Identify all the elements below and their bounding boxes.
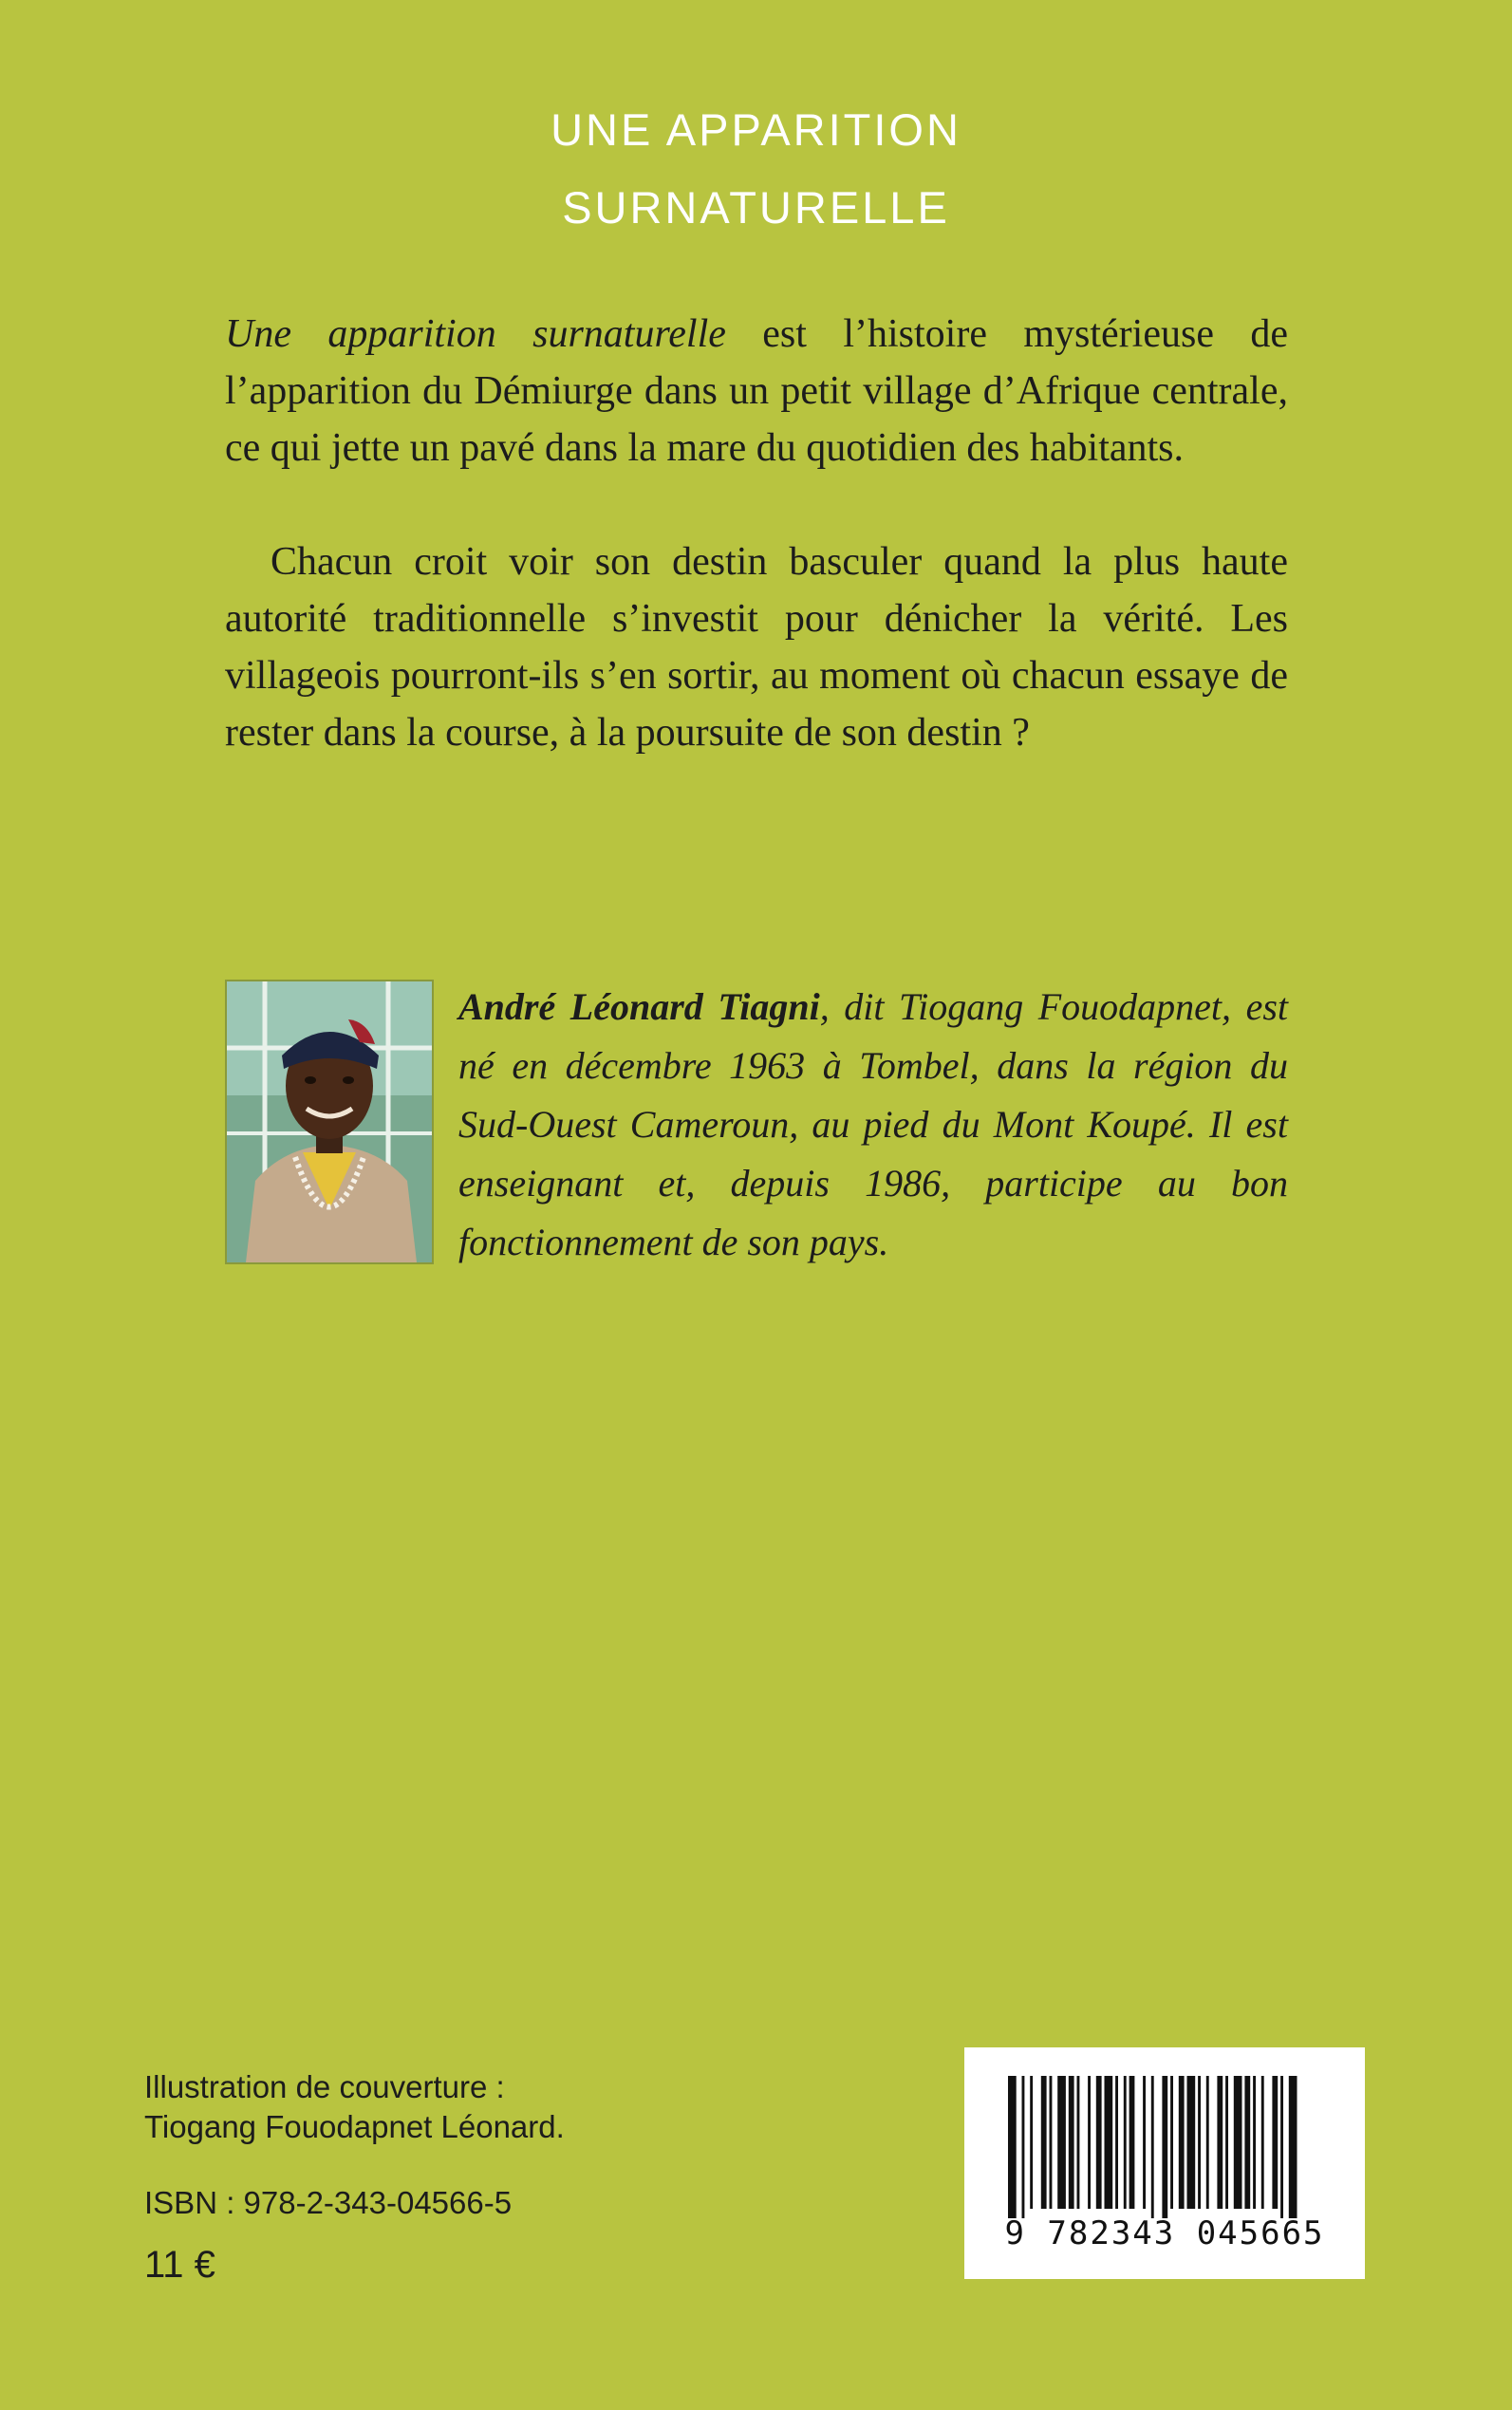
author-photo — [225, 980, 434, 1264]
barcode-bar — [1261, 2076, 1264, 2209]
barcode-bar — [1217, 2076, 1223, 2209]
barcode-bar — [1206, 2076, 1209, 2209]
barcode-bar — [1170, 2076, 1173, 2209]
barcode-bar — [1129, 2076, 1135, 2209]
barcode-digits: 9 782343 045665 — [1004, 2214, 1325, 2252]
barcode-bar — [1225, 2076, 1228, 2209]
barcode-bar — [1050, 2076, 1053, 2209]
synopsis — [225, 306, 1288, 761]
barcode-bar — [1244, 2076, 1250, 2209]
barcode-bar — [1105, 2076, 1113, 2209]
barcode-bar — [1041, 2076, 1047, 2209]
barcode-bar — [1008, 2076, 1017, 2218]
barcode-bar — [1077, 2076, 1080, 2209]
barcode-bar — [1030, 2076, 1033, 2209]
synopsis-paragraph-1-text: est l’histoire mystérieuse de l’apparition du Démiurge dans un petit village d’Afrique centrale, ce qui jette un pavé dans la mare du quotidien des habitants. — [225, 312, 1289, 470]
barcode-bar — [1234, 2076, 1242, 2209]
author-bio — [458, 978, 1288, 1272]
author-portrait-image — [227, 981, 432, 1262]
barcode-bar — [1057, 2076, 1066, 2209]
author-bio-paragraph — [458, 978, 1288, 1272]
barcode-bar — [1096, 2076, 1102, 2209]
cover-credits-line-2: Tiogang Fouodapnet Léonard. — [144, 2109, 565, 2144]
book-title — [0, 91, 1512, 247]
barcode-bar — [1143, 2076, 1146, 2209]
isbn: ISBN : 978-2-343-04566-5 — [144, 2185, 513, 2220]
cover-credits-line-1: Illustration de couverture : — [144, 2069, 505, 2104]
barcode-bar — [1115, 2076, 1118, 2209]
barcode-bars — [964, 2047, 1365, 2218]
barcode-bar — [1187, 2076, 1196, 2209]
synopsis-book-title-italic: Une apparition surnaturelle — [225, 312, 726, 356]
author-bio-text: , dit Tiogang Fouodapnet, est né en décembre 1963 à Tombel, dans la région du Sud-Ouest Cameroun, au pied du Mont Koupé. Il est enseignant et, depuis 1986, participe au bon fonctionnement de son pays. — [458, 985, 1288, 1263]
barcode-bar — [1022, 2076, 1025, 2218]
barcode-bar — [1280, 2076, 1283, 2218]
barcode-bar — [1069, 2076, 1074, 2209]
barcode-bar — [1088, 2076, 1091, 2209]
book-title-line-2: SURNATURELLE — [562, 182, 950, 233]
barcode-bar — [1124, 2076, 1127, 2209]
barcode-bar — [1253, 2076, 1256, 2209]
cover-credits — [144, 2067, 565, 2147]
synopsis-paragraph-2: Chacun croit voir son destin basculer quand la plus haute autorité traditionnelle s’investit pour dénicher la vérité. Les villageois pourront-ils s’en sortir, au moment où chacun essaye de rester dans la course, à la poursuite de son destin ? — [225, 540, 1288, 755]
barcode-bar — [1179, 2076, 1185, 2209]
author-name: André Léonard Tiagni — [458, 985, 820, 1028]
barcode-bar — [1162, 2076, 1167, 2218]
barcode — [964, 2047, 1365, 2279]
barcode-bar — [1272, 2076, 1278, 2209]
synopsis-paragraph-1 — [225, 306, 1288, 476]
barcode-bar — [1151, 2076, 1154, 2218]
barcode-bar — [1289, 2076, 1297, 2218]
barcode-bar — [1198, 2076, 1201, 2209]
price: 11 € — [144, 2244, 215, 2286]
book-title-line-1: UNE APPARITION — [551, 104, 961, 155]
